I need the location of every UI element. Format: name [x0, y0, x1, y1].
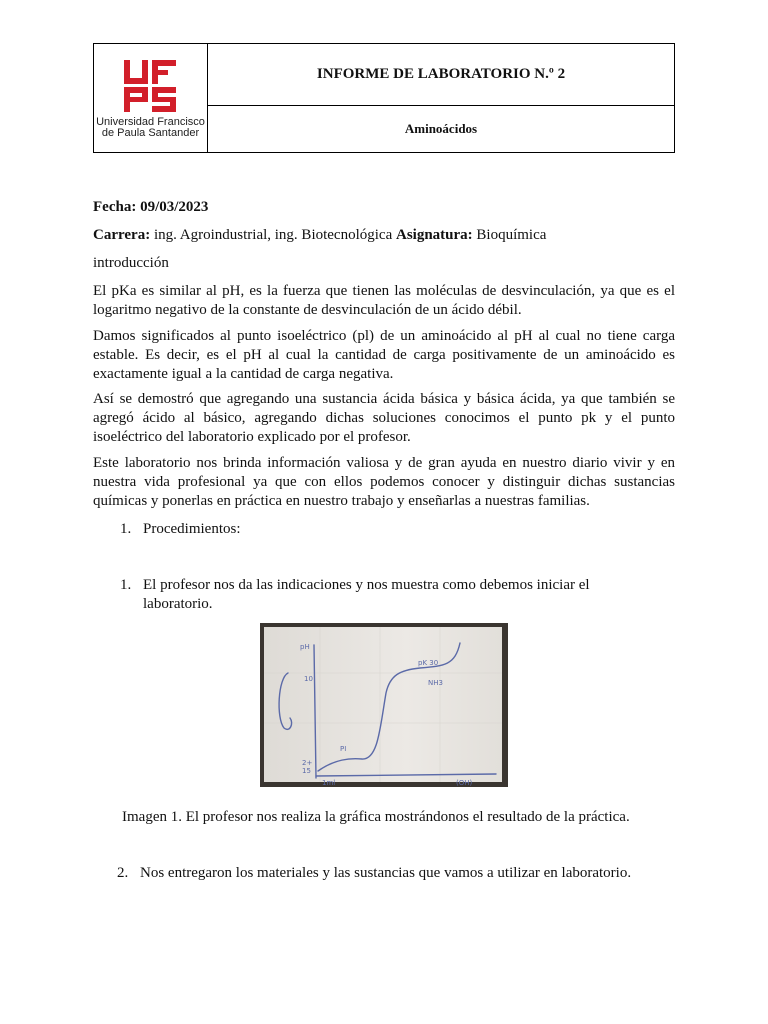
carrera-label: Carrera: [93, 227, 151, 243]
paragraph-demonstration [93, 390, 675, 447]
paragraph-pka [93, 282, 675, 320]
svg-text:1ml: 1ml [322, 779, 336, 787]
university-name [96, 117, 205, 139]
whiteboard-photo [260, 623, 508, 787]
university-logo [94, 44, 208, 152]
carrera-value: ing. Agroindustrial, ing. Biotecnológica [153, 227, 393, 243]
university-name-line1: Universidad Francisco [96, 115, 205, 128]
list-text: El profesor nos da las indicaciones y nos muestra como debemos iniciar el laboratorio. [143, 577, 590, 612]
image-caption: Imagen 1. El profesor nos realiza la gráfica mostrándonos el resultado de la práctica. [122, 809, 630, 825]
carrera-line [93, 226, 675, 245]
svg-text:10: 10 [304, 675, 313, 683]
list-text: Procedimientos: [143, 521, 241, 537]
fecha-label: Fecha: [93, 199, 137, 215]
list-number: 1. [120, 577, 132, 593]
document-header [93, 43, 675, 153]
svg-text:pK 30: pK 30 [418, 659, 439, 667]
paragraph-text: Así se demostró que agregando una sustancia ácida básica y básica ácida, ya que también se agregó ácido al básico, agregando dichas soluciones conocimos el punto pk y el punto isoeléctrico del laboratorio explicado por el profesor. [93, 391, 675, 445]
section-intro-heading: introducción [93, 255, 169, 271]
paragraph-text: Damos significados al punto isoeléctrico (pl) de un aminoácido al pH al cual no tiene carga estable. Es decir, es el pH al cual la cantidad de carga positivamente de un aminoácido es exactamente igual a la cantidad de carga negativa. [93, 328, 675, 382]
svg-text:NH3: NH3 [428, 679, 443, 687]
report-title: INFORME DE LABORATORIO N.º 2 [208, 44, 674, 106]
fecha-value: 09/03/2023 [140, 199, 209, 215]
list-number: 1. [120, 521, 132, 537]
paragraph-value [93, 454, 675, 511]
svg-text:PI: PI [340, 745, 347, 753]
svg-text:15: 15 [302, 767, 311, 775]
asignatura-value: Bioquímica [476, 227, 547, 243]
header-title-column [208, 44, 674, 152]
paragraph-text: Este laboratorio nos brinda información valiosa y de gran ayuda en nuestro diario vivir y en nuestra vida profesional ya que con ellos podemos conocer y distinguir dichas sustancias químicas y ponerlas en práctica en nuestro trabajo y enseñarlas a nuestras familias. [93, 455, 675, 509]
svg-text:pH: pH [300, 643, 310, 651]
svg-text:2+: 2+ [302, 759, 313, 767]
fecha-line [93, 198, 675, 217]
ufps-logo-icon [121, 58, 181, 114]
paragraph-text: El pKa es similar al pH, es la fuerza que tienen las moléculas de desvinculación, ya que es el logaritmo negativo de la constante de desvinculación de un ácido débil. [93, 283, 675, 318]
svg-text:(OH): (OH) [456, 779, 473, 787]
whiteboard-image [260, 623, 508, 787]
list-number: 2. [117, 865, 129, 881]
paragraph-isoelectric [93, 327, 675, 384]
university-name-line2: de Paula Santander [101, 126, 200, 139]
asignatura-label: Asignatura: [396, 227, 473, 243]
list-item-indicaciones [120, 576, 620, 614]
list-text: Nos entregaron los materiales y las sustancias que vamos a utilizar en laboratorio. [140, 865, 632, 881]
report-subtitle: Aminoácidos [404, 121, 478, 136]
